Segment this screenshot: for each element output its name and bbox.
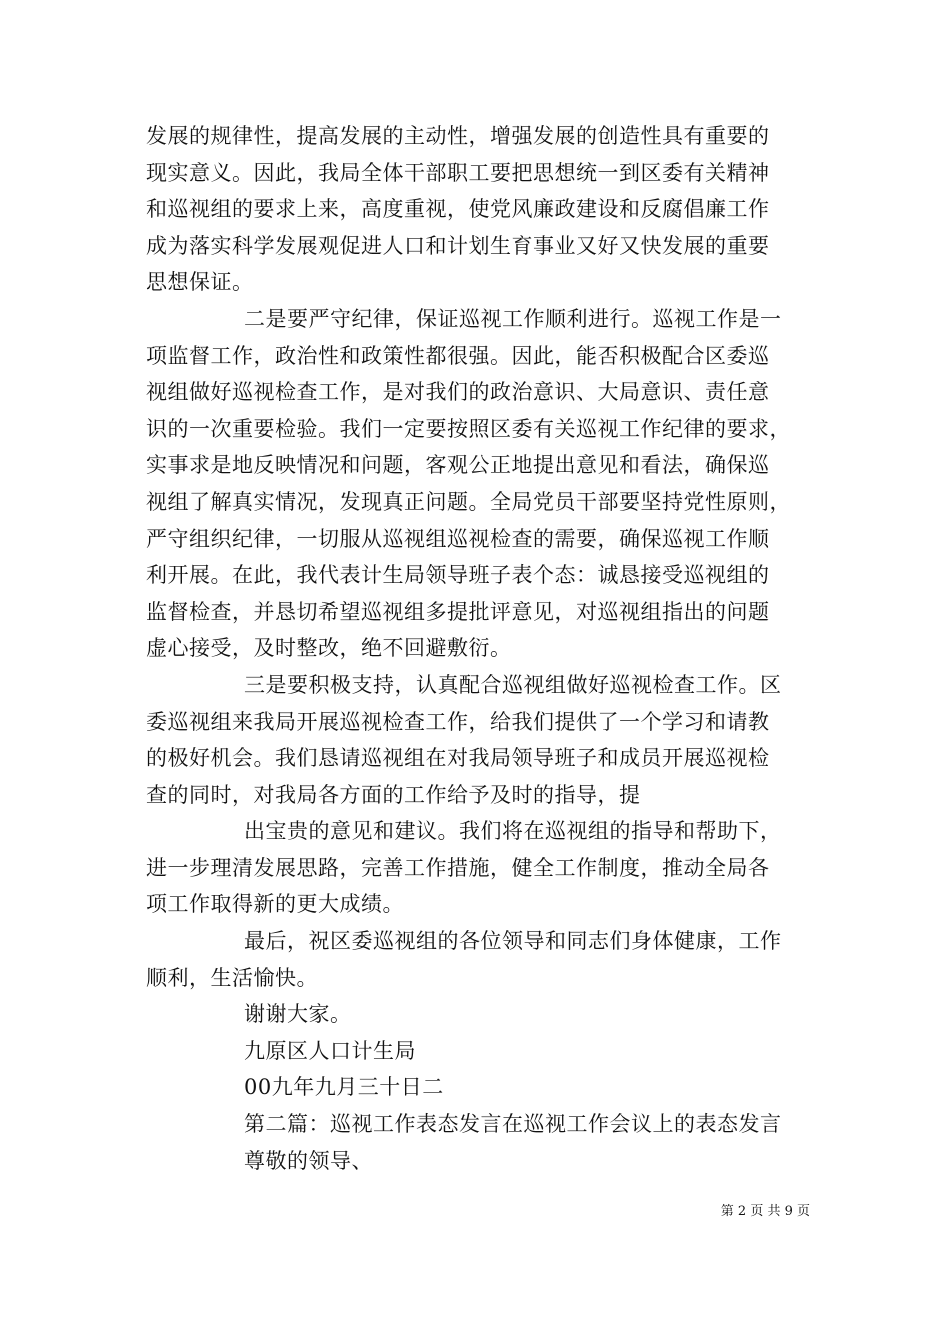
text-line: 委巡视组来我局开展巡视检查工作，给我们提供了一个学习和请教 bbox=[146, 709, 770, 734]
text-line: 出宝贵的意见和建议。我们将在巡视组的指导和帮助下， bbox=[244, 819, 782, 844]
text-line: 思想保证。 bbox=[146, 270, 254, 295]
text-line: 视组做好巡视检查工作，是对我们的政治意识、大局意识、责任意 bbox=[146, 380, 770, 405]
text-line: 监督检查，并恳切希望巡视组多提批评意见，对巡视组指出的问题 bbox=[146, 599, 770, 624]
text-line: 现实意义。因此，我局全体干部职工要把思想统一到区委有关精神 bbox=[146, 160, 770, 185]
text-line: 最后，祝区委巡视组的各位领导和同志们身体健康，工作 bbox=[244, 929, 782, 954]
text-line: 的极好机会。我们恳请巡视组在对我局领导班子和成员开展巡视检 bbox=[146, 746, 770, 771]
text-line: 九原区人口计生局 bbox=[244, 1038, 416, 1063]
text-line: 视组了解真实情况，发现真正问题。全局党员干部要坚持党性原则， bbox=[146, 489, 791, 514]
text-line: 虚心接受，及时整改，绝不回避敷衍。 bbox=[146, 636, 512, 661]
text-line: 成为落实科学发展观促进人口和计划生育事业又好又快发展的重要 bbox=[146, 233, 770, 258]
text-line: 项监督工作，政治性和政策性都很强。因此，能否积极配合区委巡 bbox=[146, 343, 770, 368]
text-line: 第二篇：巡视工作表态发言在巡视工作会议上的表态发言 bbox=[244, 1112, 782, 1137]
text-line: 实事求是地反映情况和问题，客观公正地提出意见和看法，确保巡 bbox=[146, 453, 770, 478]
text-line: 三是要积极支持，认真配合巡视组做好巡视检查工作。区 bbox=[244, 672, 782, 697]
text-line: 谢谢大家。 bbox=[244, 1002, 352, 1027]
text-line: 尊敬的领导、 bbox=[244, 1148, 373, 1173]
page-number-footer: 第 2 页 共 9 页 bbox=[720, 1204, 810, 1219]
text-line: 利开展。在此，我代表计生局领导班子表个态：诚恳接受巡视组的 bbox=[146, 563, 770, 588]
document-body bbox=[146, 118, 808, 1179]
text-line: 二是要严守纪律，保证巡视工作顺利进行。巡视工作是一 bbox=[244, 306, 782, 331]
text-line: 严守组织纪律，一切服从巡视组巡视检查的需要，确保巡视工作顺 bbox=[146, 526, 770, 551]
text-line: 识的一次重要检验。我们一定要按照区委有关巡视工作纪律的要求， bbox=[146, 416, 791, 441]
text-line: 和巡视组的要求上来，高度重视，使党风廉政建设和反腐倡廉工作 bbox=[146, 197, 770, 222]
text-line: 项工作取得新的更大成绩。 bbox=[146, 892, 404, 917]
text-line: 进一步理清发展思路，完善工作措施，健全工作制度，推动全局各 bbox=[146, 855, 770, 880]
text-line: 00九年九月三十日二 bbox=[244, 1075, 444, 1100]
text-line: 查的同时，对我局各方面的工作给予及时的指导，提 bbox=[146, 782, 641, 807]
text-line: 发展的规律性，提高发展的主动性，增强发展的创造性具有重要的 bbox=[146, 124, 770, 148]
text-line: 顺利，生活愉快。 bbox=[146, 965, 318, 990]
